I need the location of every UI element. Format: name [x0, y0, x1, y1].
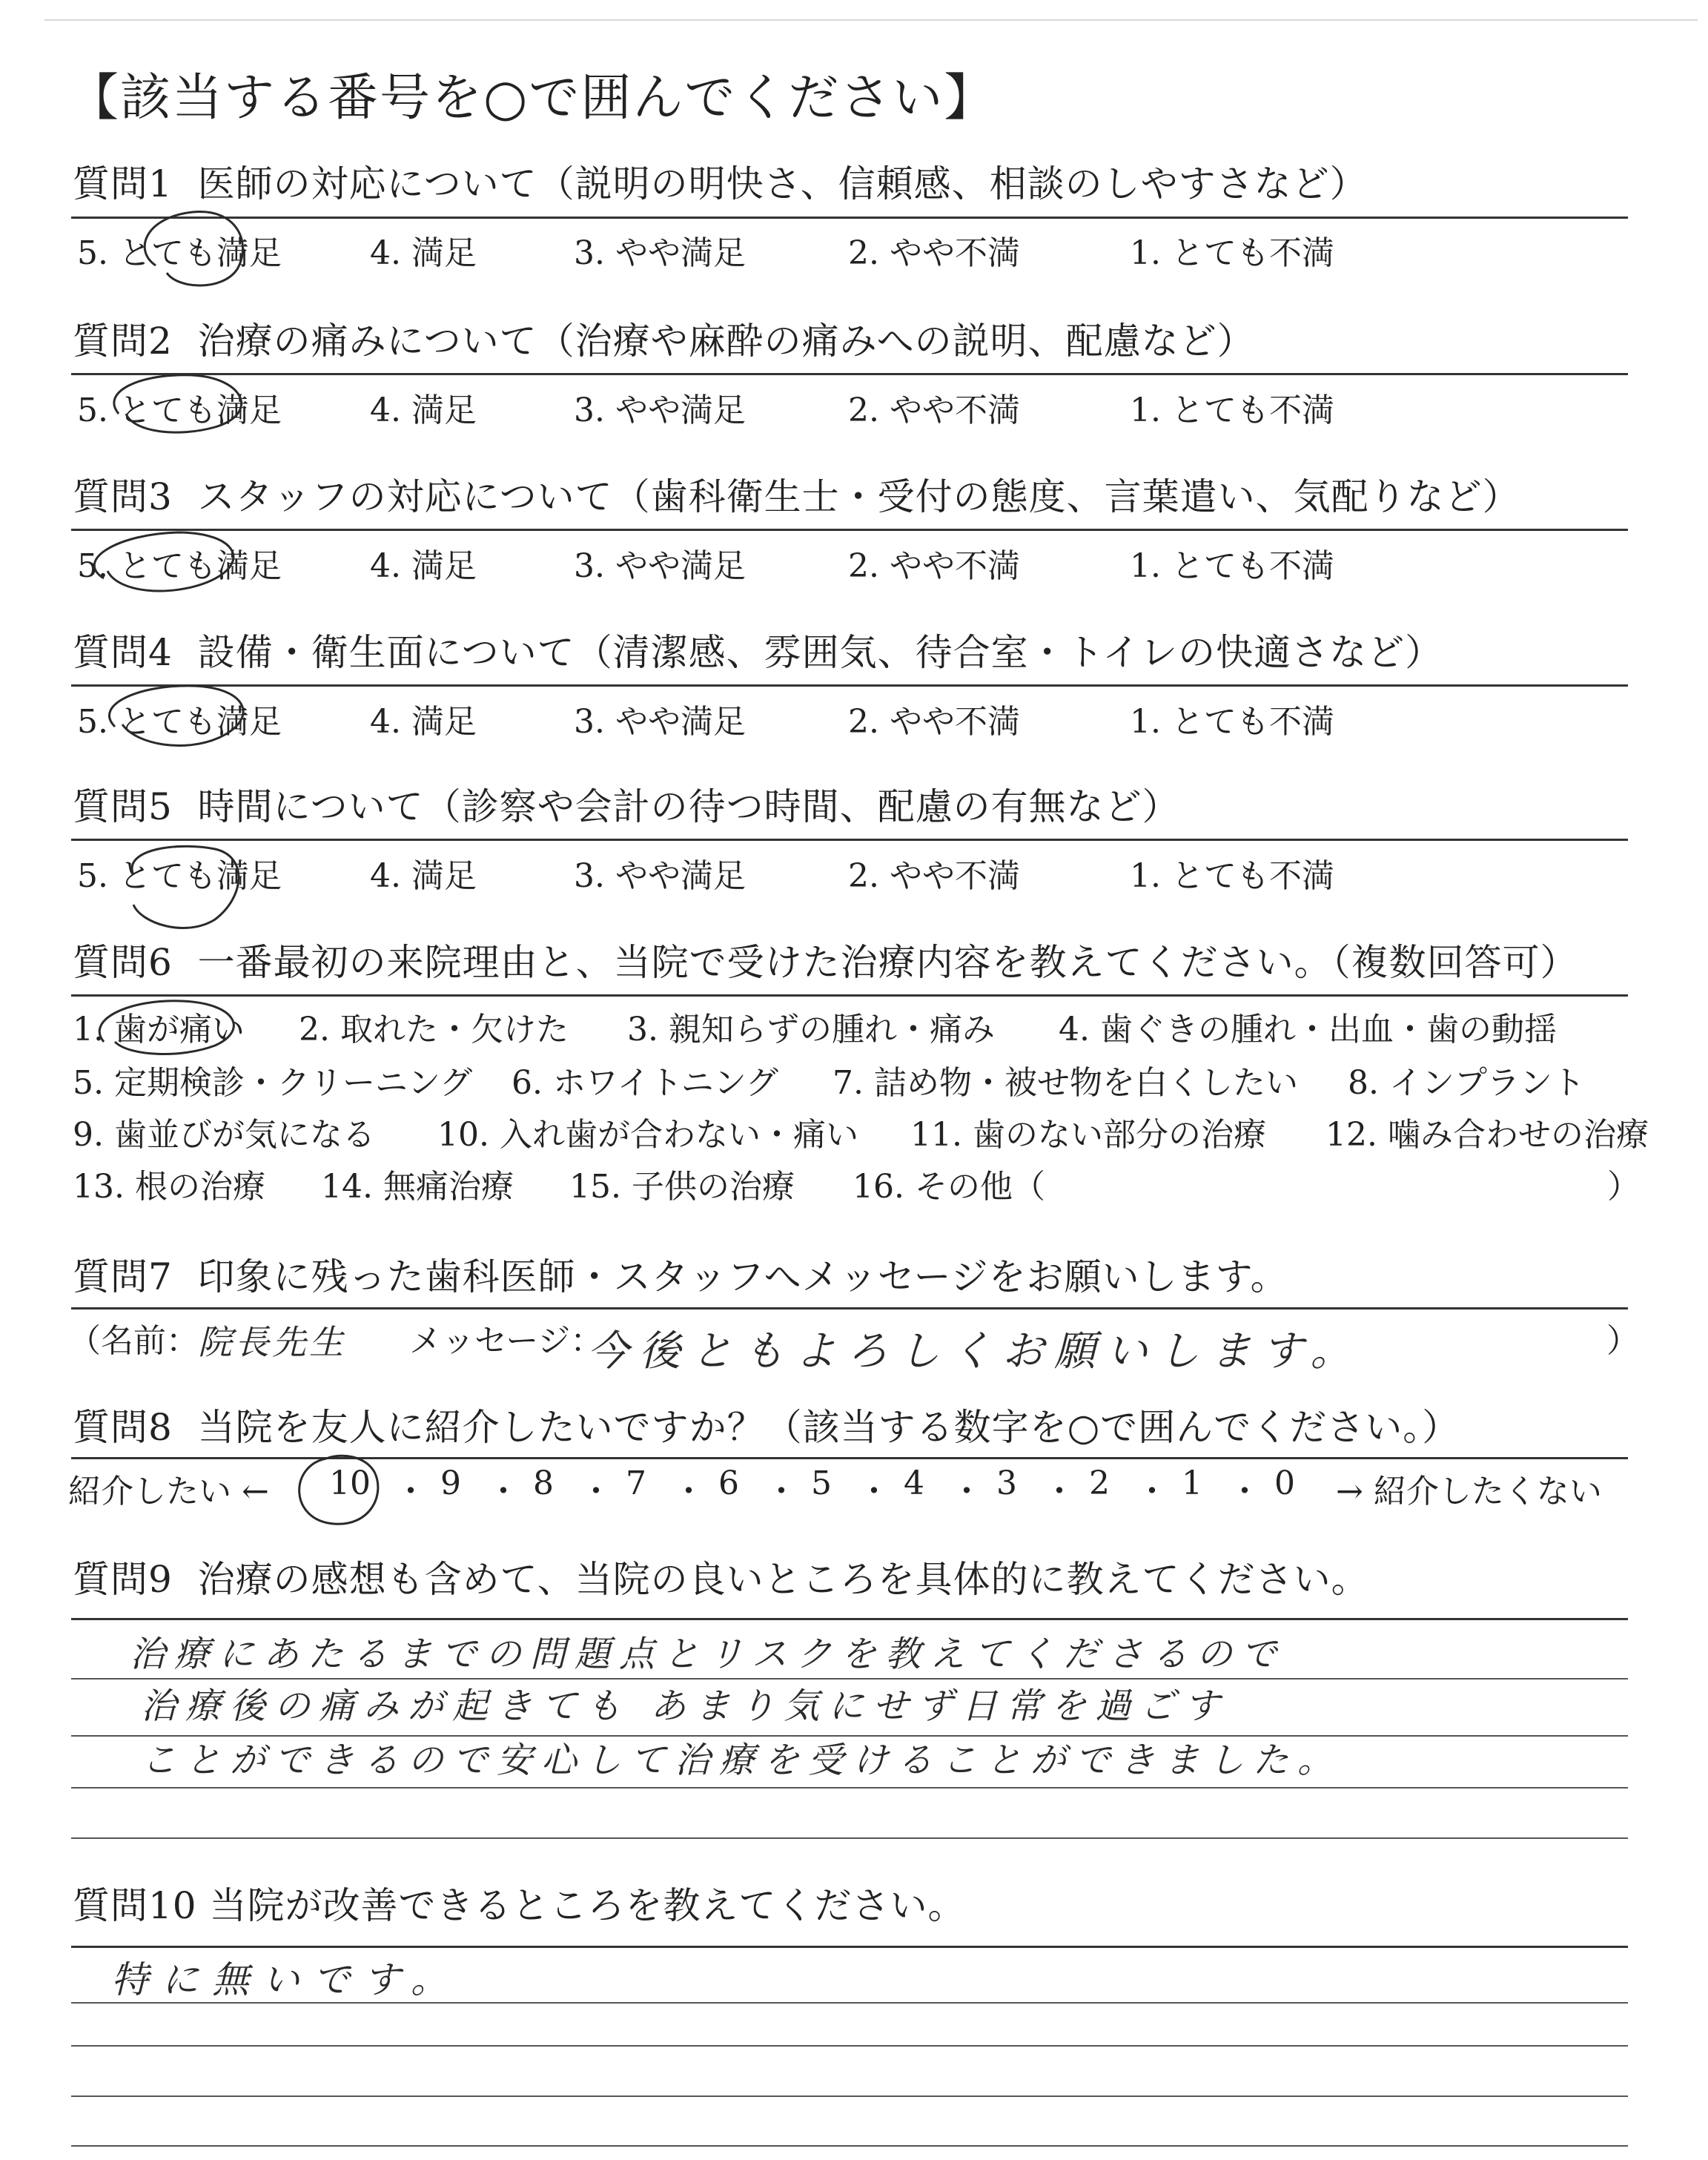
q1-option-4[interactable]: 4. 満足 — [370, 234, 477, 272]
question-5-options — [77, 849, 1634, 895]
question-1-header — [73, 162, 1629, 206]
top-border — [44, 19, 1698, 21]
question-1-rule — [71, 217, 1628, 219]
q8-right-label: → 紹介したくない — [1336, 1473, 1602, 1510]
q9-line-4 — [71, 1787, 1628, 1789]
q4-option-3[interactable]: 3. やや満足 — [574, 703, 746, 741]
q8-left-label: 紹介したい ← — [68, 1473, 269, 1510]
q9-line-5 — [71, 1837, 1628, 1839]
q8-scale-7[interactable]: 7 — [626, 1464, 646, 1502]
question-8-header — [73, 1405, 1629, 1450]
question-2-rule — [71, 373, 1628, 375]
question-2-header — [73, 319, 1629, 363]
q6-option-9[interactable]: 9. 歯並びが気になる — [73, 1116, 375, 1154]
question-4-rule — [71, 684, 1628, 687]
question-1-label: 質問1 — [73, 162, 173, 205]
question-5-label: 質問5 — [73, 785, 173, 828]
question-10 — [73, 1883, 1629, 1928]
q3-option-2[interactable]: 2. やや不満 — [848, 547, 1020, 585]
q8-scale-3[interactable]: 3 — [996, 1464, 1017, 1502]
question-8-rule — [71, 1457, 1628, 1459]
question-9-label: 質問9 — [73, 1558, 173, 1601]
question-8 — [73, 1405, 1629, 1450]
question-7-label: 質問7 — [73, 1255, 173, 1298]
question-5-text: 時間について（診察や会計の待つ時間、配慮の有無など） — [197, 785, 1180, 828]
q7-answer-row — [68, 1314, 1640, 1373]
question-8-label: 質問8 — [73, 1406, 173, 1449]
question-3-header — [73, 475, 1629, 519]
q2-option-5[interactable]: 5. とても満足 — [77, 392, 282, 429]
question-3-rule — [71, 529, 1628, 531]
q8-sep: ・ — [580, 1473, 612, 1510]
q2-option-1[interactable]: 1. とても不満 — [1130, 392, 1334, 429]
q4-option-2[interactable]: 2. やや不満 — [848, 703, 1020, 741]
question-6 — [73, 940, 1629, 985]
page-title: 【該当する番号を○で囲んでください】 — [68, 69, 996, 128]
q7-name-value[interactable]: 院長先生 — [198, 1322, 346, 1362]
q7-message-value[interactable]: 今後ともよろしくお願いします。 — [587, 1327, 1363, 1375]
q3-option-4[interactable]: 4. 満足 — [370, 547, 477, 585]
question-2-text: 治療の痛みについて（治療や麻酔の痛みへの説明、配慮など） — [197, 320, 1255, 363]
q7-close-paren: ） — [1606, 1322, 1639, 1360]
q1-option-2[interactable]: 2. やや不満 — [848, 234, 1020, 272]
q2-option-4[interactable]: 4. 満足 — [370, 392, 477, 429]
q3-option-3[interactable]: 3. やや満足 — [574, 547, 746, 585]
q5-option-2[interactable]: 2. やや不満 — [848, 857, 1020, 895]
q6-option-10[interactable]: 10. 入れ歯が合わない・痛い — [437, 1116, 858, 1154]
q8-scale-1[interactable]: 1 — [1182, 1464, 1202, 1502]
q8-scale — [68, 1464, 1640, 1509]
q10-line-5 — [71, 2145, 1628, 2147]
q8-sep: ・ — [858, 1473, 890, 1510]
question-3 — [73, 475, 1629, 519]
q8-sep: ・ — [950, 1473, 983, 1510]
q9-line-1 — [71, 1618, 1628, 1620]
question-5-header — [73, 785, 1629, 829]
question-9 — [73, 1557, 1629, 1602]
q5-option-4[interactable]: 4. 満足 — [370, 857, 477, 895]
q10-line-1 — [71, 1946, 1628, 1948]
q6-option-5[interactable]: 5. 定期検診・クリーニング — [73, 1064, 473, 1102]
question-5 — [73, 785, 1629, 829]
q3-option-5[interactable]: 5. とても満足 — [77, 547, 282, 585]
question-4-header — [73, 630, 1629, 675]
q6-option-7[interactable]: 7. 詰め物・被せ物を白くしたい — [833, 1064, 1298, 1102]
question-6-header — [73, 940, 1629, 985]
question-2 — [73, 319, 1629, 363]
question-10-text: 当院が改善できるところを教えてください。 — [209, 1884, 966, 1927]
question-9-header — [73, 1557, 1629, 1602]
question-7-text: 印象に残った歯科医師・スタッフへメッセージをお願いします。 — [197, 1255, 1288, 1298]
question-4 — [73, 630, 1629, 675]
q5-option-3[interactable]: 3. やや満足 — [574, 857, 746, 895]
q10-line-3 — [71, 2045, 1628, 2047]
q7-message-label: メッセージ： — [409, 1322, 603, 1360]
question-4-label: 質問4 — [73, 631, 173, 674]
question-8-text: 当院を友人に紹介したいですか？（該当する数字を○で囲んでください。） — [197, 1406, 1460, 1449]
q8-scale-10[interactable]: 10 — [329, 1464, 371, 1502]
q1-option-5[interactable]: 5. とても満足 — [77, 234, 282, 272]
q5-option-5[interactable]: 5. とても満足 — [77, 857, 282, 895]
question-7-header — [73, 1255, 1629, 1299]
question-2-options — [77, 383, 1634, 429]
q8-sep: ・ — [1228, 1473, 1261, 1510]
q4-option-1[interactable]: 1. とても不満 — [1130, 703, 1334, 741]
q6-option-13[interactable]: 13. 根の治療 — [73, 1168, 265, 1206]
q8-sep: ・ — [1043, 1473, 1076, 1510]
q9-answer-line-3[interactable]: ことができるので安心して治療を受けることができました。 — [141, 1740, 1343, 1781]
q5-option-1[interactable]: 1. とても不満 — [1130, 857, 1334, 895]
question-1 — [73, 162, 1629, 206]
q7-name-label: （名前： — [68, 1322, 199, 1360]
q4-option-4[interactable]: 4. 満足 — [370, 703, 477, 741]
question-6-label: 質問6 — [73, 941, 173, 984]
q8-scale-9[interactable]: 9 — [440, 1464, 461, 1502]
q8-sep: ・ — [765, 1473, 798, 1510]
q6-option-11[interactable]: 11. 歯のない部分の治療 — [910, 1116, 1266, 1154]
q8-sep: ・ — [394, 1473, 427, 1510]
question-3-label: 質問3 — [73, 475, 173, 518]
q8-scale-8[interactable]: 8 — [533, 1464, 554, 1502]
question-3-options — [77, 539, 1634, 585]
q4-option-5[interactable]: 5. とても満足 — [77, 703, 282, 741]
q6-option-2[interactable]: 2. 取れた・欠けた — [299, 1011, 569, 1048]
question-4-text: 設備・衛生面について（清潔感、雰囲気、待合室・トイレの快適さなど） — [197, 631, 1443, 674]
q8-scale-2[interactable]: 2 — [1089, 1464, 1110, 1502]
question-9-text: 治療の感想も含めて、当院の良いところを具体的に教えてください。 — [197, 1558, 1369, 1601]
q8-sep: ・ — [1136, 1473, 1168, 1510]
q6-option-16-close: ） — [1607, 1168, 1640, 1206]
q2-option-3[interactable]: 3. やや満足 — [574, 392, 746, 429]
q8-scale-4[interactable]: 4 — [904, 1464, 924, 1502]
question-6-rule — [71, 994, 1628, 997]
q6-option-6[interactable]: 6. ホワイトニング — [512, 1064, 779, 1102]
q6-option-15[interactable]: 15. 子供の治療 — [569, 1168, 795, 1206]
q6-option-8[interactable]: 8. インプラント — [1348, 1064, 1585, 1102]
question-3-text: スタッフの対応について（歯科衛生士・受付の態度、言葉遣い、気配りなど） — [197, 475, 1520, 518]
q9-answer-line-1[interactable]: 治療にあたるまでの問題点とリスクを教えてくださるので — [130, 1634, 1286, 1675]
question-10-header — [73, 1883, 1629, 1928]
question-7 — [73, 1255, 1629, 1299]
question-5-rule — [71, 839, 1628, 841]
q6-option-12[interactable]: 12. 噛み合わせの治療 — [1325, 1116, 1649, 1154]
q6-option-4[interactable]: 4. 歯ぐきの腫れ・出血・歯の動揺 — [1059, 1011, 1557, 1048]
q8-sep: ・ — [672, 1473, 705, 1510]
question-2-label: 質問2 — [73, 320, 173, 363]
q8-sep: ・ — [487, 1473, 520, 1510]
question-10-label: 質問10 — [73, 1884, 197, 1927]
q2-option-2[interactable]: 2. やや不満 — [848, 392, 1020, 429]
q8-scale-5[interactable]: 5 — [811, 1464, 832, 1502]
q6-option-16[interactable]: 16. その他（ — [853, 1168, 1045, 1206]
question-1-options — [77, 226, 1634, 272]
q6-option-3[interactable]: 3. 親知らずの腫れ・痛み — [627, 1011, 995, 1048]
question-7-rule — [71, 1307, 1628, 1309]
q3-option-1[interactable]: 1. とても不満 — [1130, 547, 1334, 585]
q1-option-1[interactable]: 1. とても不満 — [1130, 234, 1334, 272]
q8-scale-0[interactable]: 0 — [1274, 1464, 1295, 1502]
q9-answer-line-2[interactable]: 治療後の痛みが起きても あまり気にせず日常を過ごす — [141, 1685, 1229, 1727]
q1-option-3[interactable]: 3. やや満足 — [574, 234, 746, 272]
question-1-text: 医師の対応について（説明の明快さ、信頼感、相談のしやすさなど） — [197, 162, 1368, 205]
question-6-text: 一番最初の来院理由と、当院で受けた治療内容を教えてください。（複数回答可） — [197, 941, 1578, 984]
q6-option-1[interactable]: 1. 歯が痛い — [73, 1011, 245, 1048]
q6-option-14[interactable]: 14. 無痛治療 — [321, 1168, 514, 1206]
q10-answer-line-1[interactable]: 特に無いです。 — [111, 1958, 461, 2001]
question-4-options — [77, 695, 1634, 741]
q10-line-4 — [71, 2095, 1628, 2097]
q8-scale-6[interactable]: 6 — [718, 1464, 739, 1502]
